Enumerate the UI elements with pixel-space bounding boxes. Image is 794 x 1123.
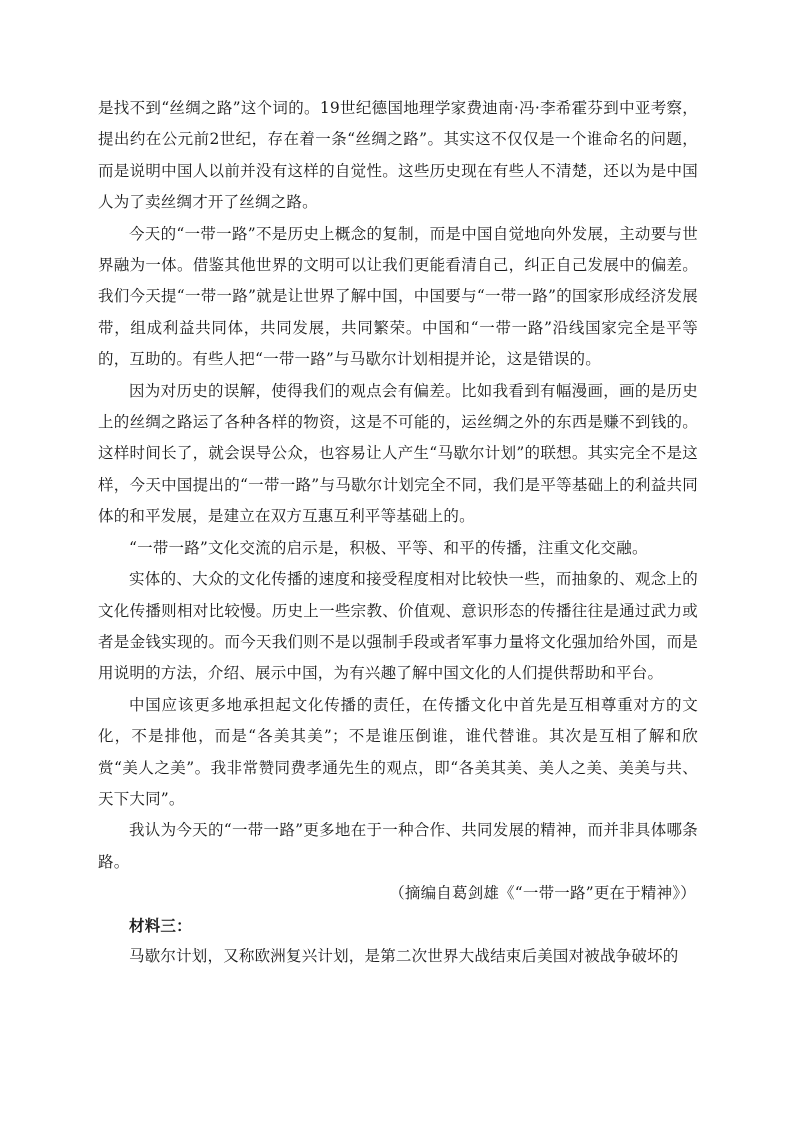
paragraph: 因为对历史的误解，使得我们的观点会有偏差。比如我看到有幅漫画，画的是历史上的丝绸之路运了各种各样的物资，这是不可能的，运丝绸之外的东西是赚不到钱的。这样时间长了，就会误导公众，也容易让人产生“马歇尔计划”的联想。其实完全不是这样，今天中国提出的“一带一路”与马歇尔计划完全不同，我们是平等基础上的利益共同体的和平发展，是建立在双方互惠互利平等基础上的。 bbox=[98, 381, 698, 526]
paragraph: 我认为今天的“一带一路”更多地在于一种合作、共同发展的精神，而并非具体哪条路。 bbox=[98, 821, 698, 871]
paragraph: 实体的、大众的文化传播的速度和接受程度相对比较快一些，而抽象的、观念上的文化传播则相对比较慢。历史上一些宗教、价值观、意识形态的传播往往是通过武力或者是金钱实现的。而今天我们则不是以强制手段或者军事力量将文化强加给外国，而是用说明的方法，介绍、展示中国，为有兴趣了解中国文化的人们提供帮助和平台。 bbox=[98, 570, 698, 683]
source-citation: （摘编自葛剑雄《“一带一路”更在于精神》） bbox=[389, 884, 696, 903]
paragraph: 中国应该更多地承担起文化传播的责任，在传播文化中首先是互相尊重对方的文化，不是排他，而是“各美其美”；不是谁压倒谁，谁代替谁。其次是互相了解和欣赏“美人之美”。我非常赞同费孝通先生的观点，即“各美其美、美人之美、美美与共、天下大同”。 bbox=[98, 695, 698, 808]
article-body bbox=[98, 93, 698, 972]
paragraph: 是找不到“丝绸之路”这个词的。19世纪德国地理学家费迪南·冯·李希霍芬到中亚考察，提出约在公元前2世纪，存在着一条“丝绸之路”。其实这不仅仅是一个谁命名的问题，而是说明中国人以前并没有这样的自觉性。这些历史现在有些人不清楚，还以为是中国人为了卖丝绸才开了丝绸之路。 bbox=[98, 99, 698, 212]
paragraph: 马歇尔计划，又称欧洲复兴计划，是第二次世界大战结束后美国对被战争破坏的 bbox=[129, 946, 679, 965]
paragraph: 今天的“一带一路”不是历史上概念的复制，而是中国自觉地向外发展，主动要与世界融为一体。借鉴其他世界的文明可以让我们更能看清自己，纠正自己发展中的偏差。我们今天提“一带一路”就是让世界了解中国，中国要与“一带一路”的国家形成经济发展带，组成利益共同体，共同发展，共同繁荣。中国和“一带一路”沿线国家完全是平等的，互助的。有些人把“一带一路”与马歇尔计划相提并论，这是错误的。 bbox=[98, 224, 698, 369]
section-heading: 材料三： bbox=[129, 915, 192, 935]
paragraph: “一带一路”文化交流的启示是，积极、平等、和平的传播，注重文化交融。 bbox=[129, 538, 648, 557]
